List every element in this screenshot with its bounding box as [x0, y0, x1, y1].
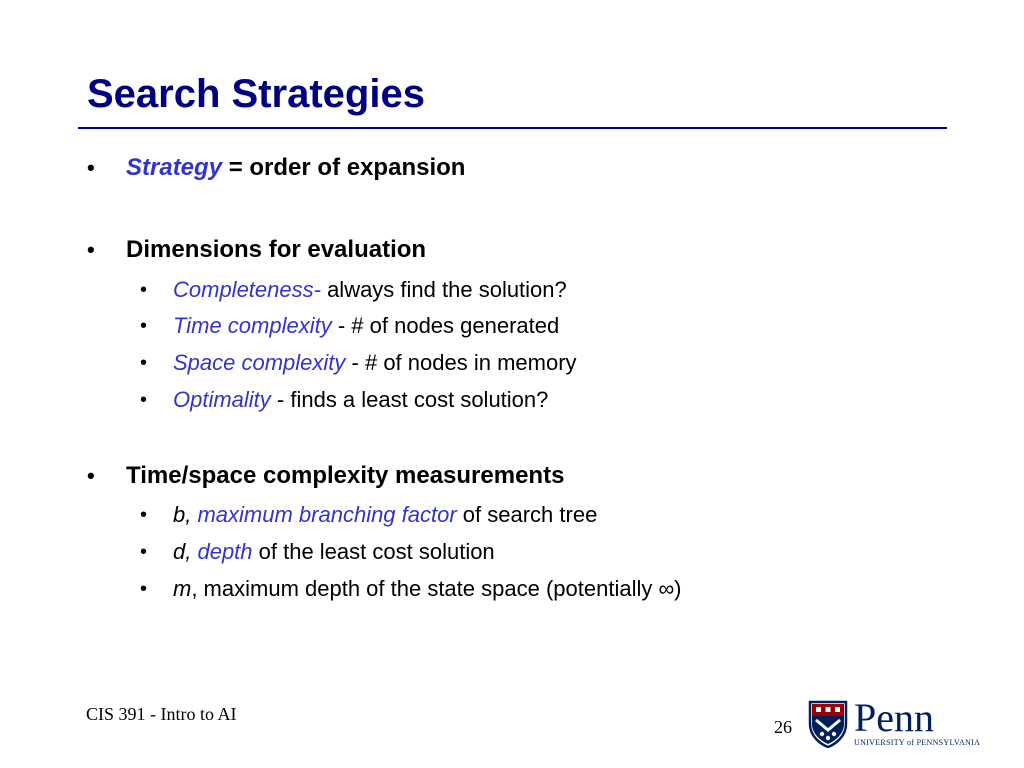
sub-bullet-marker: •: [140, 315, 148, 337]
completeness-definition: always find the solution?: [320, 277, 567, 302]
time-complexity-term: Time complexity: [173, 313, 332, 338]
variable-m: m: [173, 576, 192, 601]
max-depth-definition: , maximum depth of the state space (potentially ∞): [191, 576, 682, 601]
sub-bullet-text: [173, 574, 681, 604]
strategy-term: Strategy: [126, 154, 223, 181]
sub-bullet-marker: •: [140, 541, 148, 563]
sub-bullet-text: [173, 385, 548, 415]
footer-course-label: CIS 391 - Intro to AI: [86, 704, 237, 724]
sub-bullet-text: [173, 311, 559, 341]
bullet-marker: •: [87, 463, 95, 488]
bullet-text: [126, 153, 465, 183]
optimality-definition: - finds a least cost solution?: [270, 387, 549, 412]
sub-bullet-marker: •: [140, 279, 148, 301]
sub-bullet-text: [173, 500, 597, 530]
space-complexity-definition: - # of nodes in memory: [345, 350, 577, 375]
bullet-text: Time/space complexity measurements: [126, 462, 565, 489]
sub-bullet-text: [173, 348, 577, 378]
penn-subtitle: UNIVERSITY of PENNSYLVANIA: [854, 738, 981, 747]
variable-d: d,: [173, 539, 192, 564]
bullet-marker: •: [87, 237, 95, 262]
completeness-term: Completeness-: [173, 277, 321, 302]
variable-b: b,: [173, 502, 192, 527]
time-complexity-definition: - # of nodes generated: [331, 313, 560, 338]
title-divider: [78, 127, 947, 129]
sub-bullet-marker: •: [140, 352, 148, 374]
sub-bullet-marker: •: [140, 578, 148, 600]
penn-wordmark: Penn: [854, 695, 934, 740]
bullet-text: Dimensions for evaluation: [126, 236, 427, 263]
branching-factor-definition: of search tree: [456, 502, 598, 527]
optimality-term: Optimality: [173, 387, 271, 412]
penn-logo: [808, 695, 981, 752]
branching-factor-term: maximum branching factor: [191, 502, 457, 527]
penn-shield-icon: [808, 700, 848, 748]
page-number: 26: [774, 717, 792, 737]
strategy-definition: = order of expansion: [222, 154, 466, 181]
depth-definition: of the least cost solution: [252, 539, 495, 564]
depth-term: depth: [191, 539, 253, 564]
space-complexity-term: Space complexity: [173, 350, 346, 375]
sub-bullet-text: [173, 275, 567, 305]
slide-title: Search Strategies: [87, 72, 425, 116]
bullet-marker: •: [87, 155, 95, 180]
sub-bullet-text: [173, 537, 495, 567]
sub-bullet-marker: •: [140, 504, 148, 526]
sub-bullet-marker: •: [140, 389, 148, 411]
